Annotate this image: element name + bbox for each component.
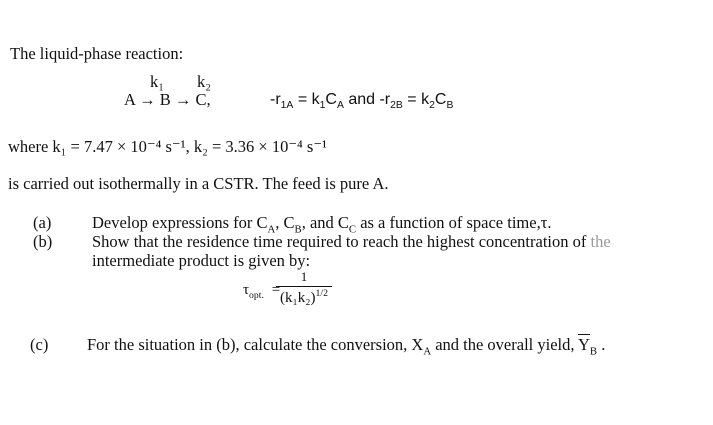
question-b-text-line1 — [92, 232, 611, 252]
question-b-label-text: (b) — [33, 232, 53, 251]
k2-text: k₂ — [197, 72, 212, 91]
k1-label — [150, 72, 164, 92]
qc-yield-symbol: $\overline{Y}$ — [578, 335, 590, 354]
rate-law-sub-2b: 2B — [390, 100, 403, 112]
rate-constants — [8, 137, 327, 157]
question-b-text-line2 — [92, 251, 310, 271]
rate-law-sub-b: B — [446, 100, 454, 112]
formula-den-text: (k₁k₂) — [280, 290, 316, 306]
formula-fraction — [276, 269, 332, 307]
qa-part1: Develop expressions for C — [92, 213, 268, 232]
formula-lhs — [243, 282, 280, 301]
reaction-scheme — [124, 90, 211, 110]
qb-line1: Show that the residence time required to reach the highest concentration of — [92, 232, 591, 251]
qa-sub-a: A — [267, 223, 276, 236]
fraction-bar — [276, 286, 332, 287]
question-a-label — [33, 213, 51, 233]
formula-tau-sub: opt. — [249, 290, 264, 301]
qb-line2: intermediate product is given by: — [92, 251, 311, 270]
reactor-condition — [8, 174, 389, 194]
formula-equals: = — [271, 282, 281, 298]
formula-numerator: 1 — [300, 269, 308, 284]
rate-constants-text: where k₁ = 7.47 × 10⁻⁴ s⁻¹, k₂ = 3.36 × 10⁻⁴ s⁻¹ — [8, 137, 327, 156]
rate-law-sub-2: 2 — [429, 100, 435, 112]
formula-tau: τ — [243, 282, 250, 298]
reactor-condition-text: is carried out isothermally in a CSTR. The feed is pure A. — [8, 174, 389, 193]
rate-law — [270, 91, 453, 111]
k1-text: k₁ — [150, 72, 165, 91]
qa-part2: , C — [275, 213, 295, 232]
rate-law-sub-1: 1 — [319, 100, 326, 112]
qa-sub-b: B — [294, 223, 302, 236]
question-c-label — [30, 335, 48, 355]
qc-part2: and the overall yield, — [431, 335, 578, 354]
qa-sub-c: C — [348, 223, 357, 236]
question-a-label-text: (a) — [33, 213, 52, 232]
qa-part4: as a function of space time,τ. — [356, 213, 552, 232]
qc-sub-a: A — [423, 345, 432, 358]
qb-faded-word: the — [590, 232, 611, 251]
qa-part3: , and C — [301, 213, 349, 232]
rate-law-sub-1a: 1A — [280, 100, 294, 112]
formula-exponent: 1/2 — [315, 288, 328, 299]
qc-end: . — [597, 335, 606, 354]
qc-yield-sub: B — [589, 345, 598, 358]
question-b-label — [33, 232, 52, 252]
question-c-label-text: (c) — [30, 335, 49, 354]
problem-title — [10, 44, 183, 64]
reaction-scheme-text: A → B → C, — [124, 90, 211, 109]
rate-law-and: and -r — [343, 91, 391, 108]
title-text: The liquid-phase reaction: — [10, 44, 184, 63]
rate-law-r1: -r — [270, 91, 281, 108]
rate-law-c2: C — [434, 91, 447, 108]
k2-label — [197, 72, 211, 92]
question-c-text — [87, 335, 605, 357]
rate-law-eq2: = k — [402, 91, 430, 108]
qc-part1: For the situation in (b), calculate the conversion, X — [87, 335, 424, 354]
rate-law-c: C — [325, 91, 337, 108]
formula-denominator — [276, 288, 332, 307]
rate-law-sub-a: A — [336, 100, 344, 112]
rate-law-eq1: = k — [293, 91, 320, 108]
